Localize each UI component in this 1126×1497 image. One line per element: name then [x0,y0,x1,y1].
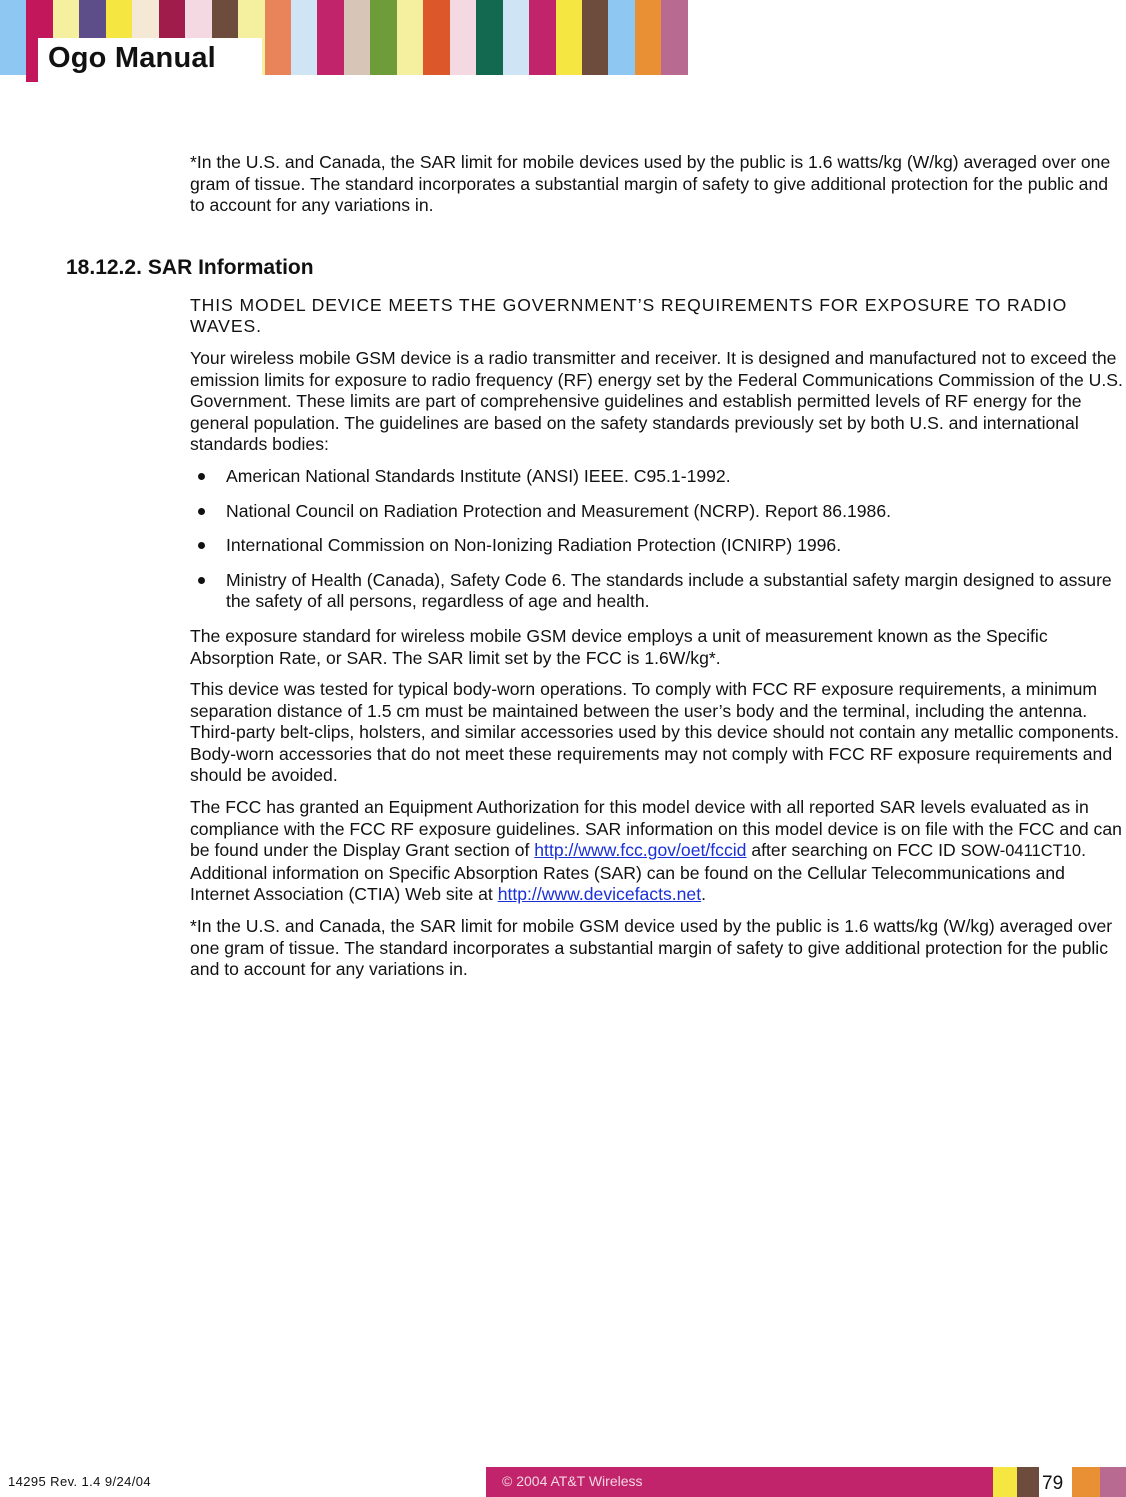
caps-statement: THIS MODEL DEVICE MEETS THE GOVERNMENT’S REQUIREMENTS FOR EXPOSURE TO RADIO WAVES. [190,294,1068,337]
list-item: American National Standards Institute (ANSI) IEEE. C95.1-1992. [190,466,1125,488]
intro-note: *In the U.S. and Canada, the SAR limit for mobile devices used by the public is 1.6 watts/kg (W/kg) averaged over one gram of tissue. The standard incorporates a substantial margin of safety to give additional protection for the public and to account for any variations in. [190,152,1111,216]
document-revision: 14295 Rev. 1.4 9/24/04 [8,1474,151,1489]
header-stripe [608,0,634,75]
document-body [190,152,1125,991]
footer-swatch [993,1467,1017,1497]
footer-swatch [1100,1467,1126,1497]
header-stripe [317,0,343,75]
header-stripe [556,0,582,75]
header-stripe [370,0,396,75]
paragraph-fcc-authorization: The FCC has granted an Equipment Authorization for this model device with all reported SAR levels evaluated as in compliance with the FCC RF exposure guidelines. SAR information on this model device is on file with the FCC and can be found under the Display Grant section of http://www.fcc.gov/oet/fccid after searching on FCC ID SOW-0411CT10. Additional information on Specific Absorption Rates (SAR) can be found on the Cellular Telecommunications and Internet Association (CTIA) Web site at http://www.devicefacts.net. [190,797,1122,905]
fcc-id-link[interactable]: http://www.fcc.gov/oet/fccid [534,840,747,861]
header-stripe [397,0,423,75]
standards-list [190,466,1125,613]
paragraph-body-worn: This device was tested for typical body-worn operations. To comply with FCC RF exposure requirements, a minimum separation distance of 1.5 cm must be maintained between the user’s body and the terminal, including the antenna. Third-party belt-clips, holsters, and similar accessories used by this device should not contain any metallic components. Body-worn accessories that do not meet these requirements may not comply with FCC RF exposure requirements and should be avoided. [190,679,1119,786]
list-item: National Council on Radiation Protection and Measurement (NCRP). Report 86.1986. [190,501,1125,523]
footer-copyright-bar [486,1467,993,1497]
closing-note: *In the U.S. and Canada, the SAR limit for mobile GSM device used by the public is 1.6 watts/kg (W/kg) averaged over one gram of tissue. The standard incorporates a substantial margin of safety to give additional protection for the public and to account for any variations in. [190,916,1113,980]
bullet-icon [198,473,205,480]
page-number: 79 [1042,1473,1064,1494]
bullet-icon [198,508,205,515]
paragraph-sar-definition: The exposure standard for wireless mobile GSM device employs a unit of measurement known as the Specific Absorption Rate, or SAR. The SAR limit set by the FCC is 1.6W/kg*. [190,625,1048,668]
bullet-icon [198,577,205,584]
copyright-text: © 2004 AT&T Wireless [502,1473,643,1489]
header-stripe [291,0,317,75]
header-stripe [582,0,608,75]
footer-swatch [1072,1467,1100,1497]
header-stripe [423,0,449,75]
header-stripe [503,0,529,75]
heading-spacer [190,227,1125,295]
fcc-id-value: SOW-0411CT10 [960,842,1082,861]
header-stripe [265,0,291,75]
list-item: Ministry of Health (Canada), Safety Code 6. The standards include a substantial safety margin designed to assure the safety of all persons, regardless of age and health. [190,570,1125,613]
header-stripe [661,0,687,75]
footer-swatch [1017,1467,1039,1497]
section-number: 18.12.2. [66,256,142,279]
header-stripe [450,0,476,75]
header-title-box [26,38,262,82]
ctia-link[interactable]: http://www.devicefacts.net [497,884,702,905]
header-accent-bar [26,38,38,82]
paragraph-standards-intro: Your wireless mobile GSM device is a radio transmitter and receiver. It is designed and manufactured not to exceed the emission limits for exposure to radio frequency (RF) energy set by the Federal Communications Commission of the U.S. Government. These limits are part of comprehensive guidelines and establish permitted levels of RF energy for the general population. The guidelines are based on the safety standards previously set by both U.S. and international standards bodies: [190,347,1123,455]
section-title: SAR Information [147,256,314,279]
bullet-icon [198,542,205,549]
header-stripe [0,0,26,75]
header-stripe [529,0,555,75]
page-title: Ogo Manual [48,42,216,74]
header-stripe [344,0,370,75]
header-stripe [635,0,661,75]
header-stripe [476,0,502,75]
list-item: International Commission on Non-Ionizing Radiation Protection (ICNIRP) 1996. [190,535,1125,557]
